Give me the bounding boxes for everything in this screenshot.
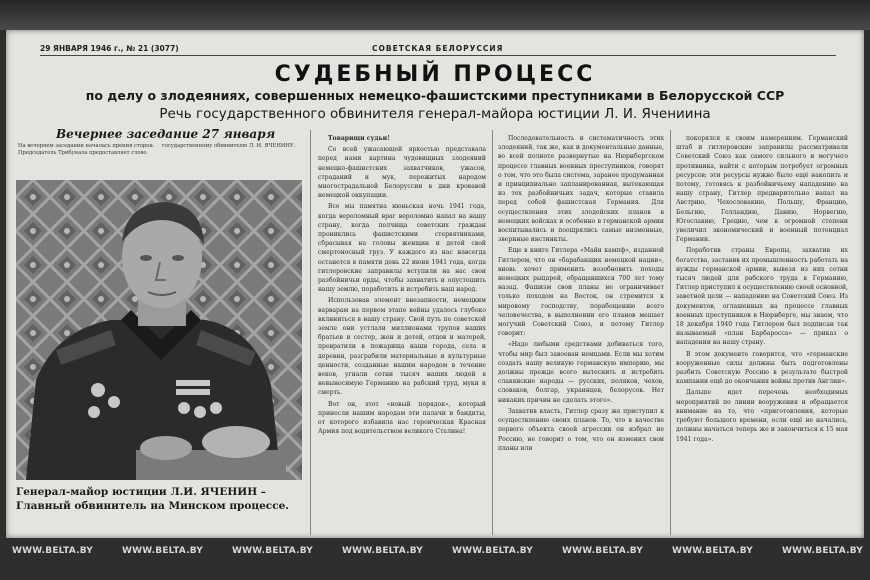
session-heading: Вечернее заседание 27 января <box>56 127 276 141</box>
column-paragraph: В этом документе говорится, что «германские вооруженные силы должны быть подготовлены разбить Советскую Россию в результате быстрой кампании ещё до окончания войны против Англии». <box>676 350 848 386</box>
watermark-text: WWW.BELTA.BY <box>122 546 203 556</box>
watermark-text: WWW.BELTA.BY <box>342 546 423 556</box>
watermark-text: WWW.BELTA.BY <box>232 546 313 556</box>
column-divider <box>310 130 311 535</box>
column-paragraph: Поработив страны Европы, захватив их богатства, заставив их промышленность работать на нужды германской армии, вывезя из них сотни тысяч людей для рабского труда в Германию, Гитлер приступил к осуществлению своей основной, заветной цели — нападению на Советский Союз. Из документов, оглашенных на процессе главных военных преступников в Нюрнберге, мы знаем, что 18 декабря 1940 года Гитлером был подписан так называемый «план Барбаросса» — приказ о нападении на нашу страну. <box>676 247 848 347</box>
article-headline: СУДЕБНЫЙ ПРОЦЕСС <box>274 62 596 87</box>
watermark-text: WWW.BELTA.BY <box>782 546 863 556</box>
column-paragraph: Товарищи судьи! <box>328 135 390 142</box>
watermark-text: WWW.BELTA.BY <box>12 546 93 556</box>
watermark-strip <box>0 538 870 580</box>
newspaper-page <box>6 30 864 538</box>
masthead-divider <box>40 55 836 56</box>
portrait-image <box>16 180 302 480</box>
column-paragraph: Дальше идет перечень необходимых мероприятий по линии вооружения и обращается внимание на то, что «приготовления, которые требуют большого времени, если ещё не начались, должны начаться теперь же и закончиться к 15 мая 1941 года». <box>676 389 848 443</box>
article-column-3 <box>676 134 848 534</box>
column-paragraph: Использовав элемент внезапности, немецким варварам на первом этапе войны удалось глубоко вклиниться в нашу страну. Свой путь по советской земле они устлали миллионами трупов наших братьев и сестер, жен и детей, отцов и матерей, превратили в пожарища наши города, села и деревни, разграбили материальные и культурные ценности, созданные нашим народом в течение веков, угнали сотни тысяч наших людей в невыносимую Германию на рабский труд, муки и смерть. <box>318 297 486 397</box>
watermark-text: WWW.BELTA.BY <box>672 546 753 556</box>
column-paragraph: Все мы памятна июньская ночь 1941 года, когда вероломный враг вероломно напал на нашу страну, когда полчища советских граждан прониклись фашистскими стервятниками, сбрасывая на головы женщин и детей свой смертоносный груз. У каждого из нас навсегда останется в памяти день 22 июня 1941 года, когда гитлеровские заправилы вступили на нас свои разбойничьи орды, чтобы захватить и опустошить нашу землю, поработить и истребить наш народ. <box>318 203 486 294</box>
column-paragraph: «Надо любыми средствами добиваться того, чтобы мир был завоеван немцами. Если мы хотим создать нашу великую германскую империю, мы должны прежде всего вытеснить и истребить славянские народы — русских, поляков, чехов, словаков, болгар, украинцев, белорусов. Нет никаких причин не сделать этого». <box>498 341 664 404</box>
article-column-1 <box>318 134 486 534</box>
article-column-2 <box>498 134 664 534</box>
column-paragraph: Вот он, этот «новый порядок», который принесли нашим народам эти палачи и бандиты, от которого избавила нас героическая Красная Армия под водительством великого Сталина! <box>318 400 486 436</box>
column-divider <box>670 130 671 535</box>
watermark-text: WWW.BELTA.BY <box>562 546 643 556</box>
intro-text: На вечернем заседании началась прения сторон. Председатель Трибунала предоставляет слово государственному обвинителю Л. И. ЯЧЕНИНУ. <box>18 143 296 156</box>
column-paragraph: Еще в книге Гитлера «Майн кампф», изданной Гитлером, что он «барабанщик немецкой нации», вновь хочет применить возобновить походы немецких рыцарей, обращавшихся 700 лет тому назад. Фашизм свои планы не ограничивает только походом на Восток, он стремится к мировому господству, порабощению всего человечества, в выполнении его планов мешает могучий Советский Союз, и потому Гитлер говорит: <box>498 247 664 338</box>
newspaper-title: СОВЕТСКАЯ БЕЛОРУССИЯ <box>372 44 504 53</box>
column-paragraph: Последовательность и систематичность этих злодеяний, так же, как и документальные данные, во всей полноте развернутые на Нюрнбергском процессе главных военных преступников, говорят о том, что это была система, заранее продуманная и принципиально запланированная, вытекающая из тех разбойничьих задач, которые ставила перед собой фашистская Германия. Для осуществления этих злодейских планов в немецких войсках и особенно в германской армии воспитывались и поощрялись самые низменные, звериные инстинкты. <box>498 135 664 244</box>
portrait-photo <box>16 180 302 480</box>
watermark-text: WWW.BELTA.BY <box>452 546 533 556</box>
column-paragraph: Захватив власть, Гитлер сразу же приступил к осуществлению своих планов. То, что в качестве первого объекта своей агрессии он избрал не Россию, не говорит о том, что он изменил свои планы или <box>498 407 664 452</box>
display-frame-top <box>0 0 870 30</box>
article-subhead: по делу о злодеяниях, совершенных немецко-фашистскими преступниками в Белорусской ССР <box>85 88 785 103</box>
speech-line: Речь государственного обвинителя генерал-майора юстиции Л. И. Ячениина <box>159 106 711 122</box>
column-divider <box>492 130 493 535</box>
issue-date: 29 ЯНВАРЯ 1946 г., № 21 (3077) <box>40 44 179 53</box>
photo-caption: Генерал-майор юстиции Л.И. ЯЧЕНИН – Главный обвинитель на Минском процессе. <box>16 486 289 512</box>
column-paragraph: покорялся к своим намерениям. Германский штаб и гитлеровские заправилы рассматривали Советский Союз как самого сильного и могучего противника, найти с которым потребует огромных ресурсов; эти ресурсы нужно было ещё накопить и потому, готовясь к разбойничьему нападению на нашу страну, Гитлер предварительно напал на Австрию, Чехословакию, Польшу, Францию, Бельгию, Голландию, Данию, Норвегию, Югославию, Грецию, чем в огромной степени увеличил экономический и военный потенциал Германии. <box>676 135 848 244</box>
column-paragraph: Со всей ужасающей яркостью представала перед нами картина чудовищных злодеяний немецко-фашистских захватчиков, ужасов, страданий и мук, пережитых народом многострадальной Белоруссии в дни кровавой немецкой оккупации. <box>318 146 486 200</box>
